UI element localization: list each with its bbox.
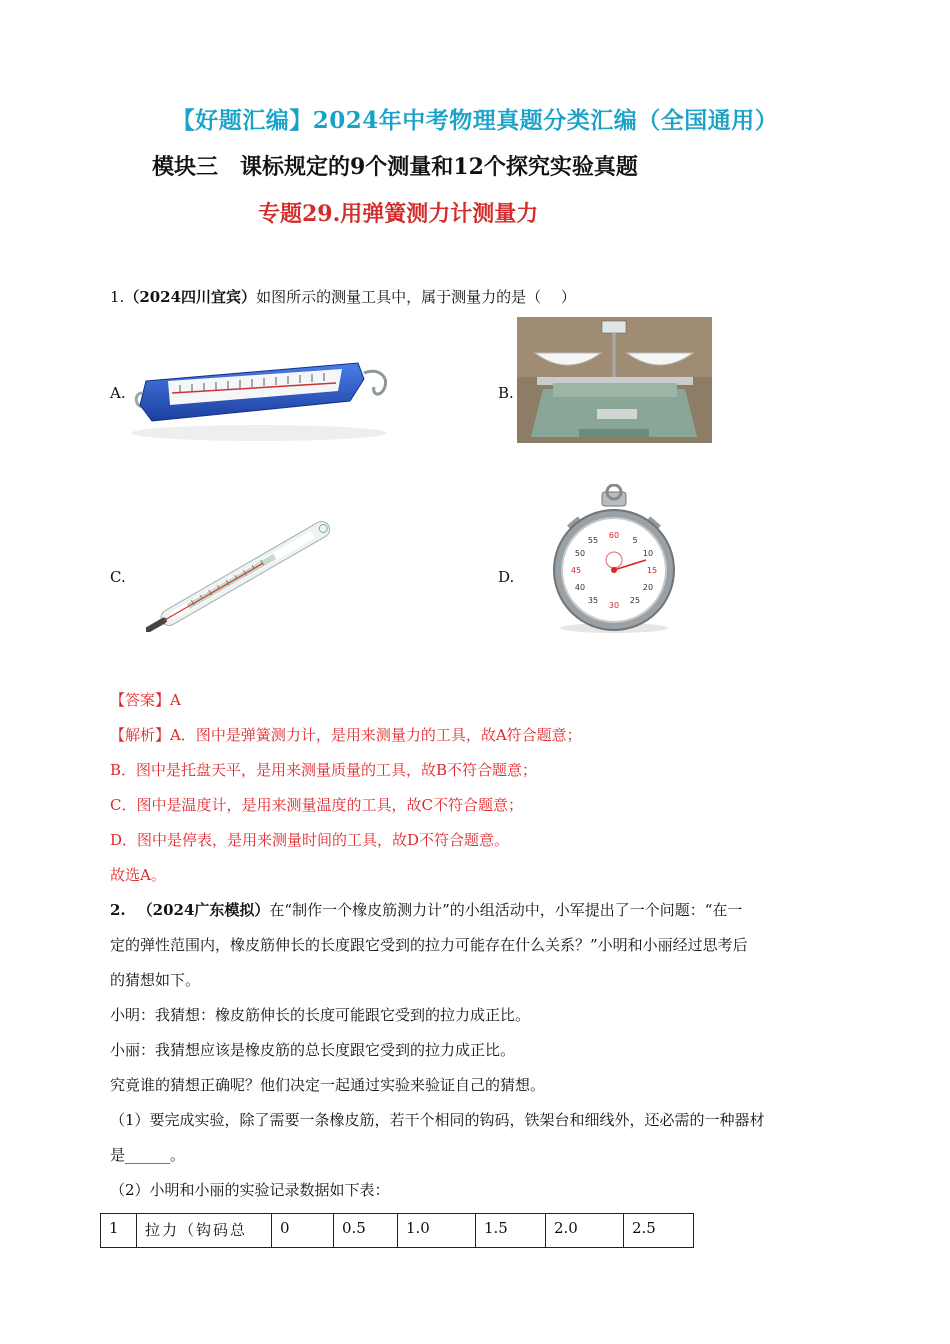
dial-number: 50	[574, 549, 586, 558]
q2-part1-line1: （1）要完成实验，除了需要一条橡皮筋，若干个相同的钩码，铁架台和细线外，还必需的一种器材	[110, 1111, 765, 1129]
analysis-line: A．图中是弹簧测力计，是用来测量力的工具，故A符合题意；	[170, 726, 582, 744]
table-row	[101, 1214, 694, 1248]
dial-number: 25	[629, 596, 641, 605]
q2-stem-line-1	[110, 900, 742, 920]
table-cell: 1.0	[398, 1214, 476, 1248]
analysis-tag: 【解析】	[110, 726, 171, 744]
dial-number: 60	[608, 531, 620, 540]
dial-number: 55	[587, 536, 599, 545]
balance-scale-image	[517, 317, 712, 443]
topic-title: 专题29.用弹簧测力计测量力	[258, 201, 539, 227]
q2-part2-line: （2）小明和小丽的实验记录数据如下表：	[110, 1181, 390, 1199]
answer-value: A	[170, 691, 181, 709]
q1-source: （2024四川宜宾）	[124, 288, 257, 306]
module-title: 模块三 课标规定的9个测量和12个探究实验真题	[152, 154, 638, 180]
q2-text: 在“制作一个橡皮筋测力计”的小组活动中，小军提出了一个问题：“在一	[269, 901, 743, 919]
dial-number: 30	[608, 601, 620, 610]
table-cell: 1	[101, 1214, 137, 1248]
q2-part1-line2: 是______。	[110, 1146, 186, 1164]
dial-number: 5	[632, 536, 638, 545]
q2-number: 2.	[110, 901, 126, 919]
document-title: 【好题汇编】2024年中考物理真题分类汇编（全国通用）	[171, 107, 779, 134]
q2-verify-line: 究竟谁的猜想正确呢？他们决定一起通过实验来验证自己的猜想。	[110, 1076, 546, 1094]
option-b-label: B.	[498, 384, 514, 402]
dial-number: 35	[587, 596, 599, 605]
q1-answer	[110, 690, 181, 710]
q1-number: 1.	[110, 288, 125, 306]
q2-stem-line-3: 的猜想如下。	[110, 971, 201, 989]
q1-analysis-c: C．图中是温度计，是用来测量温度的工具，故C不符合题意；	[110, 796, 523, 814]
q2-xiaoli-guess: 小丽：我猜想应该是橡皮筋的总长度跟它受到的拉力成正比。	[110, 1041, 516, 1059]
q1-analysis-d: D．图中是停表，是用来测量时间的工具，故D不符合题意。	[110, 831, 510, 849]
spring-scale-image	[128, 355, 390, 443]
thermometer-image	[146, 520, 336, 632]
table-cell: 拉力（钩码总	[137, 1214, 272, 1248]
q1-analysis-a	[110, 725, 582, 745]
option-c-label: C.	[110, 568, 126, 586]
q1-stem	[110, 287, 576, 307]
dial-number: 10	[642, 549, 654, 558]
dial-number: 20	[642, 583, 654, 592]
data-table	[100, 1213, 694, 1248]
table-cell: 2.5	[624, 1214, 694, 1248]
answer-tag: 【答案】	[110, 691, 171, 709]
q2-xiaoming-guess: 小明：我猜想：橡皮筋伸长的长度可能跟它受到的拉力成正比。	[110, 1006, 531, 1024]
q1-analysis-b: B．图中是托盘天平，是用来测量质量的工具，故B不符合题意；	[110, 761, 538, 779]
q1-conclusion: 故选A。	[110, 866, 166, 884]
q1-stem-text: 如图所示的测量工具中，属于测量力的是（ ）	[256, 288, 576, 306]
table-cell: 0	[272, 1214, 334, 1248]
q2-stem-line-2: 定的弹性范围内，橡皮筋伸长的长度跟它受到的拉力可能存在什么关系？”小明和小丽经过思考后	[110, 936, 748, 954]
option-a-label: A.	[110, 384, 126, 402]
stopwatch-image	[548, 484, 680, 634]
dial-number: 15	[646, 566, 658, 575]
table-cell: 1.5	[476, 1214, 546, 1248]
table-cell: 0.5	[334, 1214, 398, 1248]
q2-source: （2024广东模拟）	[137, 901, 270, 919]
dial-number: 45	[570, 566, 582, 575]
dial-number: 40	[574, 583, 586, 592]
option-d-label: D.	[498, 568, 515, 586]
table-cell: 2.0	[546, 1214, 624, 1248]
